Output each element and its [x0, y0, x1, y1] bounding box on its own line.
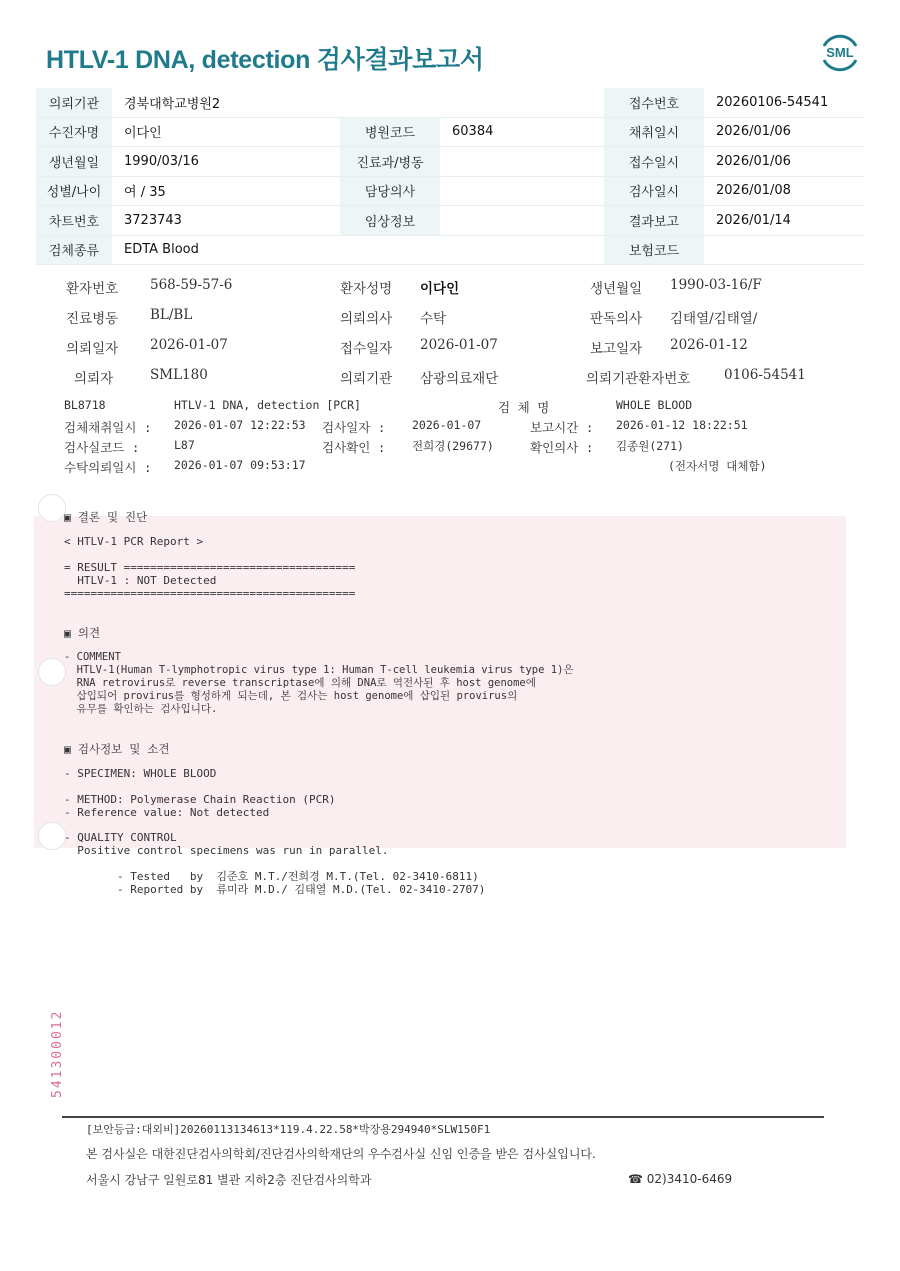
header-label: 생년월일 [36, 147, 112, 177]
header-value [440, 206, 604, 236]
doctor: 수탁 [420, 311, 447, 327]
header-value: 2026/01/14 [704, 206, 864, 236]
header-value: 이다인 [112, 117, 340, 147]
rcv-date-label: 접수일자 [340, 341, 393, 357]
header-value [440, 147, 604, 177]
doctor-label: 의뢰의사 [340, 311, 393, 327]
section-conclusion-body: < HTLV-1 PCR Report > = RESULT =================================== HTLV-1 : NOT Detected ============================================ [64, 535, 356, 600]
confirm-label: 검사확인 : [322, 440, 386, 455]
address-line: 서울시 강남구 일원로81 별관 지하2층 진단검사의학과 [86, 1173, 372, 1187]
signoff-lines: - Tested by 김준호 M.T./전희경 M.T.(Tel. 02-3410-6811) - Reported by 류미라 M.D./ 김태열 M.D.(Tel. 02-3410-2707) [116, 870, 486, 896]
confirm-dr: 김종원(271) [616, 439, 684, 453]
header-label: 채취일시 [604, 117, 704, 147]
method-lines: - METHOD: Polymerase Chain Reaction (PCR) - Reference value: Not detected [64, 793, 336, 819]
consign-label: 수탁의뢰일시 : [64, 460, 152, 475]
header-label: 접수일시 [604, 147, 704, 177]
header-label: 보험코드 [604, 235, 704, 265]
page-title: HTLV-1 DNA, detection 검사결과보고서 [46, 46, 484, 74]
rpt-time-label: 보고시간 : [530, 420, 594, 435]
punch-hole [38, 822, 66, 850]
consign: 2026-01-07 09:53:17 [174, 458, 306, 472]
requester-label: 의뢰자 [74, 371, 114, 387]
test-date-label: 검사일자 : [322, 420, 386, 435]
rcv-date: 2026-01-07 [420, 337, 498, 353]
header-label [340, 235, 440, 265]
footer-divider [62, 1116, 824, 1118]
header-label: 결과보고 [604, 206, 704, 236]
collect: 2026-01-07 12:22:53 [174, 418, 306, 432]
header-value [440, 88, 604, 117]
certification-line: 본 검사실은 대한진단검사의학회/진단검사의학재단의 우수검사실 신임 인증을 받은 검사실입니다. [86, 1147, 596, 1161]
section-opinion-heading: ▣ 의견 [64, 626, 101, 640]
section-opinion-body: - COMMENT HTLV-1(Human T-lymphotropic virus type 1: Human T-cell leukemia virus type 1)은 RNA retrovirus로 reverse transcriptase에 의해 DNA로 역전사된 후 host genome에 삽입되어 provirus를 형성하게 되는데, 본 검사는 host genome에 삽입된 provirus의 유무를 확인하는 검사입니다. [64, 651, 574, 715]
header-row [36, 117, 864, 147]
name-label: 환자성명 [340, 281, 393, 297]
rpt-time: 2026-01-12 18:22:51 [616, 418, 748, 432]
req-date: 2026-01-07 [150, 337, 228, 353]
confirm-dr-label: 확인의사 : [530, 440, 594, 455]
header-value: EDTA Blood [112, 235, 340, 265]
punch-hole [38, 658, 66, 686]
test-code: BL8718 [64, 398, 106, 412]
side-serial-number: 541300012 [50, 1009, 65, 1098]
ward: BL/BL [150, 307, 193, 323]
header-value: 20260106-54541 [704, 88, 864, 117]
esign-note: (전자서명 대체함) [668, 459, 767, 473]
header-label: 병원코드 [340, 117, 440, 147]
header-label: 검체종류 [36, 235, 112, 265]
logo-text: SML [826, 45, 854, 60]
dob: 1990-03-16/F [670, 277, 762, 293]
req-date-label: 의뢰일자 [66, 341, 119, 357]
specimen-label: 검 체 명 [498, 400, 550, 415]
specimen: WHOLE BLOOD [616, 398, 693, 412]
header-table [36, 88, 864, 265]
header-value: 2026/01/06 [704, 147, 864, 177]
test-date: 2026-01-07 [412, 418, 482, 432]
confirm: 전희경(29677) [412, 439, 494, 453]
header-value: 1990/03/16 [112, 147, 340, 177]
header-value: 60384 [440, 117, 604, 147]
header-value [704, 235, 864, 265]
inst-pt-label: 의뢰기관환자번호 [586, 371, 691, 387]
qc-lines: - QUALITY CONTROL Positive control specimens was run in parallel. [64, 831, 389, 857]
lab-code: L87 [174, 438, 195, 452]
header-label: 진료과/병동 [340, 147, 440, 177]
header-value: 3723743 [112, 206, 340, 236]
header-label: 성별/나이 [36, 176, 112, 206]
requester: SML180 [150, 367, 208, 383]
header-value [440, 176, 604, 206]
header-value: 2026/01/06 [704, 117, 864, 147]
dob-label: 생년월일 [590, 281, 643, 297]
section-info-heading: ▣ 검사정보 및 소견 [64, 742, 170, 756]
header-label: 담당의사 [340, 176, 440, 206]
security-line: [보안등급:대외비]20260113134613*119.4.22.58*박장용294940*SLW150F1 [86, 1123, 491, 1136]
header-label: 의뢰기관 [36, 88, 112, 117]
specimen-line: - SPECIMEN: WHOLE BLOOD [64, 767, 217, 780]
header-row [36, 206, 864, 236]
inst: 삼광의료재단 [420, 371, 499, 387]
test-name: HTLV-1 DNA, detection [PCR] [174, 398, 361, 412]
patient-name: 이다인 [420, 281, 460, 297]
header-value: 2026/01/08 [704, 176, 864, 206]
header-value: 여 / 35 [112, 176, 340, 206]
collect-label: 검체채취일시 : [64, 420, 152, 435]
punch-hole [38, 494, 66, 522]
header-label: 임상정보 [340, 206, 440, 236]
header-label: 접수번호 [604, 88, 704, 117]
reg-no: 568-59-57-6 [150, 277, 233, 293]
phone-line: ☎ 02)3410-6469 [628, 1172, 733, 1186]
reader-label: 판독의사 [590, 311, 643, 327]
header-value [440, 235, 604, 265]
rpt-date-label: 보고일자 [590, 341, 643, 357]
header-label [340, 88, 440, 117]
header-value: 경북대학교병원2 [112, 88, 340, 117]
reg-no-label: 환자번호 [66, 281, 119, 297]
header-label: 차트번호 [36, 206, 112, 236]
inst-pt: 0106-54541 [724, 367, 806, 383]
inst-label: 의뢰기관 [340, 371, 393, 387]
header-row [36, 88, 864, 117]
reader: 김태열/김태열/ [670, 311, 758, 327]
rpt-date: 2026-01-12 [670, 337, 748, 353]
header-label: 수진자명 [36, 117, 112, 147]
ward-label: 진료병동 [66, 311, 119, 327]
lab-code-label: 검사실코드 : [64, 440, 140, 455]
sml-logo [818, 30, 862, 74]
header-row [36, 235, 864, 265]
header-row [36, 147, 864, 177]
header-label: 검사일시 [604, 176, 704, 206]
section-conclusion-heading: ▣ 결론 및 진단 [64, 510, 148, 524]
header-row [36, 176, 864, 206]
